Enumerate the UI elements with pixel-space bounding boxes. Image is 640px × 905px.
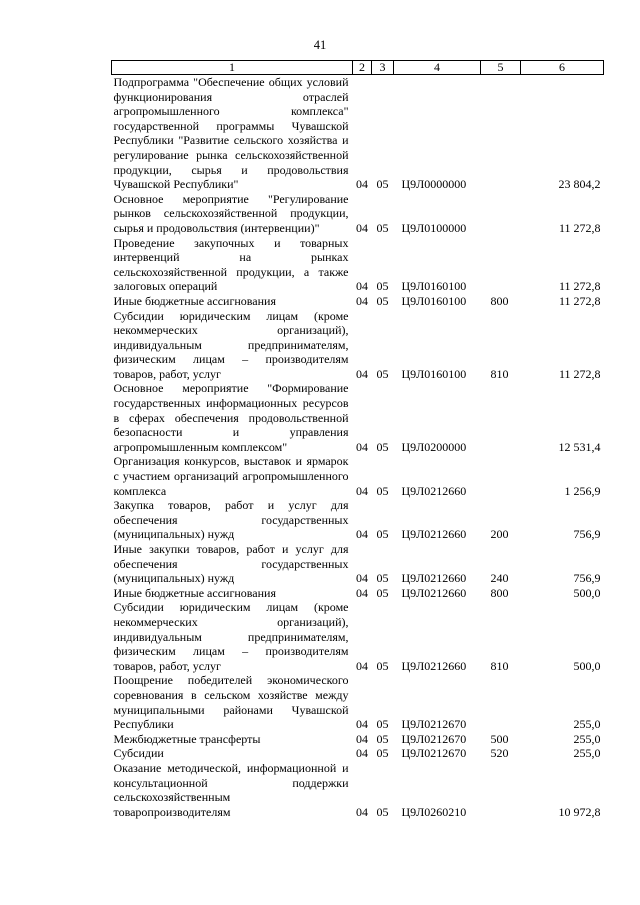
row-amount: 23 804,2 bbox=[558, 177, 601, 192]
row-section-code: 04 bbox=[356, 366, 368, 381]
row-target-article-code: Ц9Л0212660 bbox=[401, 527, 467, 542]
row-name: Иные закупки товаров, работ и услуг для обеспечения государственных (муниципальных) нужд bbox=[113, 542, 349, 586]
row-target-article-code: Ц9Л0160100 bbox=[401, 279, 467, 294]
column-header-6: 6 bbox=[521, 61, 604, 75]
row-expense-type-code: 800 bbox=[490, 585, 509, 600]
row-subsection-code: 05 bbox=[376, 658, 389, 673]
row-section-code: 04 bbox=[356, 439, 368, 454]
row-subsection-code: 05 bbox=[376, 220, 389, 235]
row-subsection-code: 05 bbox=[376, 804, 389, 819]
row-expense-type-code: 500 bbox=[490, 731, 509, 746]
row-subsection-code: 05 bbox=[376, 279, 389, 294]
row-section-code: 04 bbox=[356, 804, 368, 819]
row-section-code: 04 bbox=[356, 177, 368, 192]
row-name: Поощрение победителей экономического соревнования в сельском хозяйстве между муниципальными районами Чувашской Республики bbox=[113, 673, 349, 732]
row-amount: 1 256,9 bbox=[564, 483, 601, 498]
row-subsection-code: 05 bbox=[376, 177, 389, 192]
table-row bbox=[112, 542, 604, 586]
row-subsection-code: 05 bbox=[376, 483, 389, 498]
page-number: 41 bbox=[313, 38, 327, 52]
row-name: Организация конкурсов, выставок и ярмарок с участием организаций агропромышленного комплекса bbox=[113, 454, 349, 498]
row-target-article-code: Ц9Л0200000 bbox=[401, 439, 467, 454]
row-expense-type-code bbox=[481, 673, 521, 731]
row-expense-type-code bbox=[481, 192, 521, 236]
row-name: Основное мероприятие "Формирование государственных информационных ресурсов в сферах обеспечения продовольственной безопасности и управления агропромышленным комплексом" bbox=[113, 381, 349, 454]
table-row bbox=[112, 600, 604, 673]
column-header-1: 1 bbox=[112, 61, 353, 75]
row-name: Межбюджетные трансферты bbox=[113, 731, 261, 746]
table-row bbox=[112, 586, 604, 601]
row-target-article-code: Ц9Л0212660 bbox=[401, 585, 467, 600]
row-section-code: 04 bbox=[356, 483, 368, 498]
row-amount: 255,0 bbox=[573, 746, 601, 761]
row-amount: 11 272,8 bbox=[558, 279, 601, 294]
row-expense-type-code bbox=[481, 236, 521, 294]
row-target-article-code: Ц9Л0260210 bbox=[401, 804, 467, 819]
row-section-code: 04 bbox=[356, 571, 368, 586]
table-row bbox=[112, 673, 604, 731]
row-target-article-code: Ц9Л0000000 bbox=[401, 177, 467, 192]
budget-table bbox=[111, 60, 604, 819]
row-expense-type-code: 240 bbox=[490, 571, 509, 586]
row-name: Закупка товаров, работ и услуг для обеспечения государственных (муниципальных) нужд bbox=[113, 498, 349, 542]
row-name: Субсидии юридическим лицам (кроме некоммерческих организаций), индивидуальным предпринимателям, физическим лицам – производителям товаров, работ, услуг bbox=[113, 600, 349, 673]
row-section-code: 04 bbox=[356, 746, 368, 761]
row-amount: 11 272,8 bbox=[558, 366, 601, 381]
table-row bbox=[112, 732, 604, 747]
row-expense-type-code: 800 bbox=[490, 293, 509, 308]
row-expense-type-code bbox=[481, 454, 521, 498]
row-section-code: 04 bbox=[356, 585, 368, 600]
row-name: Основное мероприятие "Регулирование рынков сельскохозяйственной продукции, сырья и продовольствия (интервенции)" bbox=[113, 191, 349, 235]
row-amount: 756,9 bbox=[573, 527, 601, 542]
table-row bbox=[112, 75, 604, 192]
table-row bbox=[112, 236, 604, 294]
row-subsection-code: 05 bbox=[376, 717, 389, 732]
row-section-code: 04 bbox=[356, 731, 368, 746]
row-expense-type-code bbox=[481, 75, 521, 192]
row-amount: 10 972,8 bbox=[558, 804, 601, 819]
row-name: Субсидии bbox=[113, 746, 164, 761]
row-expense-type-code: 810 bbox=[490, 658, 509, 673]
row-section-code: 04 bbox=[356, 527, 368, 542]
row-expense-type-code: 200 bbox=[490, 527, 509, 542]
row-section-code: 04 bbox=[356, 293, 368, 308]
row-expense-type-code bbox=[481, 761, 521, 819]
row-target-article-code: Ц9Л0100000 bbox=[401, 220, 467, 235]
row-amount: 11 272,8 bbox=[558, 220, 601, 235]
row-subsection-code: 05 bbox=[376, 746, 389, 761]
row-name: Оказание методической, информационной и консультационной поддержки сельскохозяйственным товаропроизводителям bbox=[113, 760, 349, 819]
row-subsection-code: 05 bbox=[376, 293, 389, 308]
row-subsection-code: 05 bbox=[376, 439, 389, 454]
row-section-code: 04 bbox=[356, 717, 368, 732]
row-amount: 12 531,4 bbox=[558, 439, 601, 454]
row-subsection-code: 05 bbox=[376, 527, 389, 542]
row-subsection-code: 05 bbox=[376, 571, 389, 586]
row-subsection-code: 05 bbox=[376, 731, 389, 746]
column-header-4: 4 bbox=[394, 61, 481, 75]
row-subsection-code: 05 bbox=[376, 585, 389, 600]
row-target-article-code: Ц9Л0212660 bbox=[401, 571, 467, 586]
row-name: Иные бюджетные ассигнования bbox=[113, 293, 276, 308]
row-section-code: 04 bbox=[356, 279, 368, 294]
row-target-article-code: Ц9Л0212670 bbox=[401, 746, 467, 761]
row-expense-type-code: 520 bbox=[490, 746, 509, 761]
row-target-article-code: Ц9Л0212670 bbox=[401, 717, 467, 732]
row-amount: 255,0 bbox=[573, 717, 601, 732]
table-row bbox=[112, 294, 604, 309]
table-row bbox=[112, 381, 604, 454]
row-amount: 756,9 bbox=[573, 571, 601, 586]
row-target-article-code: Ц9Л0212660 bbox=[401, 483, 467, 498]
column-header-3: 3 bbox=[372, 61, 394, 75]
row-expense-type-code bbox=[481, 381, 521, 454]
row-amount: 255,0 bbox=[573, 731, 601, 746]
column-header-5: 5 bbox=[481, 61, 521, 75]
row-name: Проведение закупочных и товарных интервенций на рынках сельскохозяйственной продукции, а также залоговых операций bbox=[113, 235, 349, 294]
row-target-article-code: Ц9Л0212660 bbox=[401, 658, 467, 673]
row-name: Иные бюджетные ассигнования bbox=[113, 585, 276, 600]
column-number-header bbox=[112, 61, 604, 75]
column-header-2: 2 bbox=[353, 61, 372, 75]
row-amount: 11 272,8 bbox=[558, 293, 601, 308]
table-body bbox=[112, 75, 604, 820]
row-target-article-code: Ц9Л0160100 bbox=[401, 366, 467, 381]
table-row bbox=[112, 498, 604, 542]
row-amount: 500,0 bbox=[573, 585, 601, 600]
row-name: Субсидии юридическим лицам (кроме некоммерческих организаций), индивидуальным предпринимателям, физическим лицам – производителям товаров, работ, услуг bbox=[113, 308, 349, 381]
row-name: Подпрограмма "Обеспечение общих условий функционирования отраслей агропромышленного комплекса" государственной программы Чувашской Республики "Развитие сельского хозяйства и регулирование рынка сельскохозяйственной продукции, сырья и продовольствия Чувашской Республики" bbox=[113, 75, 349, 192]
table-row bbox=[112, 309, 604, 382]
table-row bbox=[112, 746, 604, 761]
row-section-code: 04 bbox=[356, 658, 368, 673]
row-section-code: 04 bbox=[356, 220, 368, 235]
row-target-article-code: Ц9Л0212670 bbox=[401, 731, 467, 746]
row-target-article-code: Ц9Л0160100 bbox=[401, 293, 467, 308]
row-subsection-code: 05 bbox=[376, 366, 389, 381]
row-expense-type-code: 810 bbox=[490, 366, 509, 381]
row-amount: 500,0 bbox=[573, 658, 601, 673]
table-row bbox=[112, 761, 604, 819]
table-row bbox=[112, 192, 604, 236]
table-row bbox=[112, 454, 604, 498]
